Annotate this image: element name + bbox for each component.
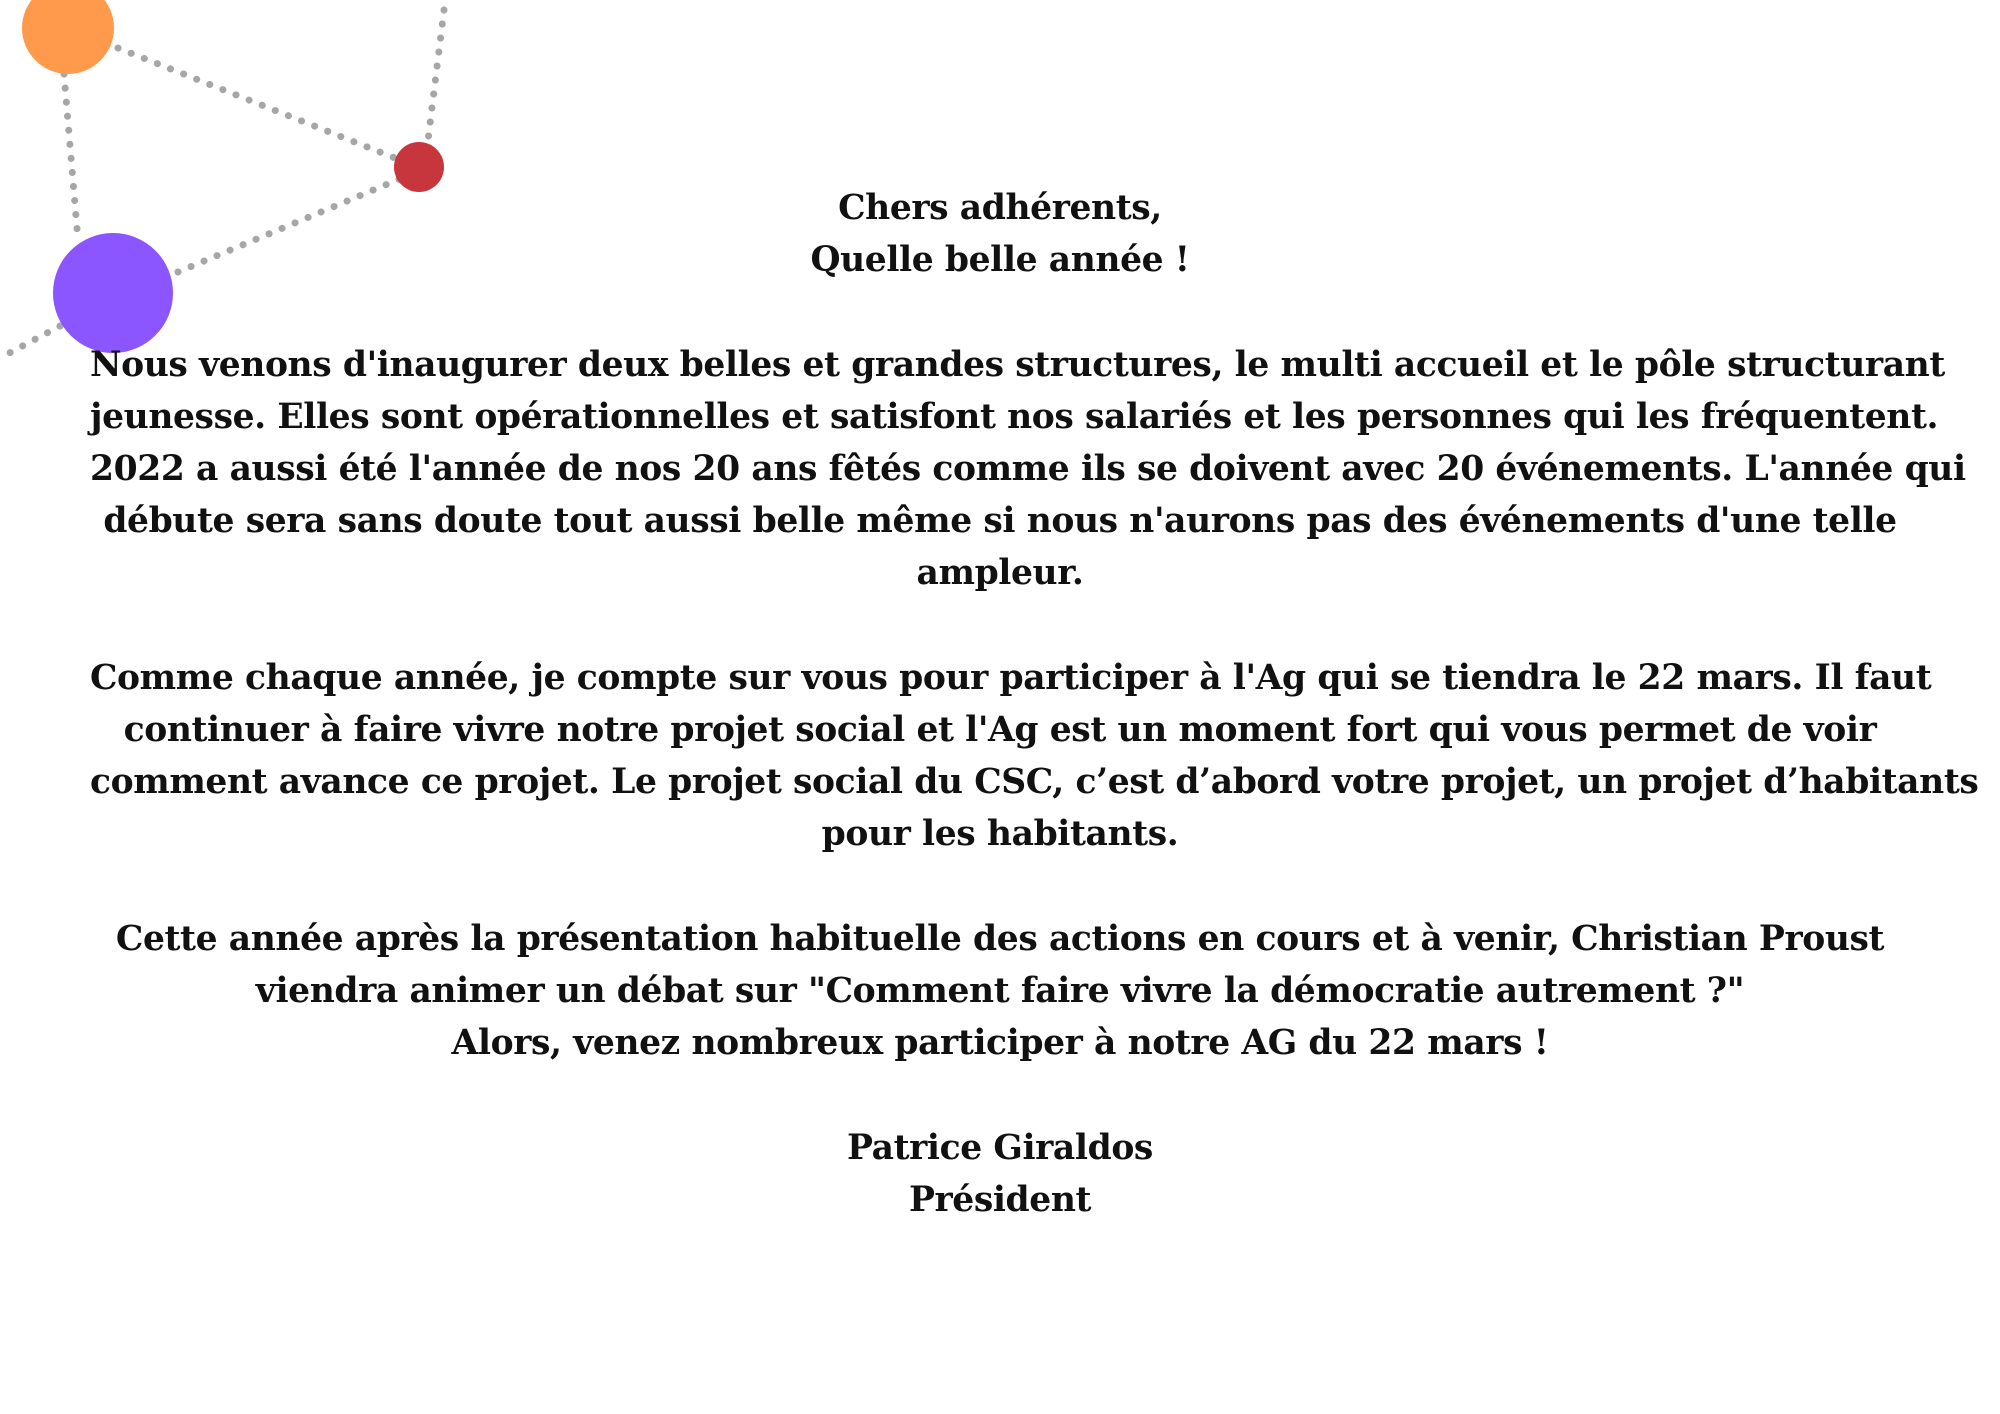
- dotted-line-top-red: [428, 10, 444, 140]
- paragraph-ag: [90, 652, 1979, 861]
- dotted-line-orange-red: [118, 48, 400, 160]
- signature-name: Patrice Giraldos: [847, 1127, 1153, 1168]
- text-line: Comme chaque année, je compte sur vous pour participer à l'Ag qui se tiendra le 22 mars. Il faut: [90, 657, 1932, 698]
- paragraph-inauguration: [90, 339, 1966, 600]
- letter-body: [90, 182, 1979, 1226]
- text-line: Nous venons d'inaugurer deux belles et grandes structures, le multi accueil et le pôle structurant: [90, 344, 1945, 385]
- text-line: viendra animer un débat sur "Comment faire vivre la démocratie autrement ?": [255, 971, 1745, 1011]
- exclamation: Quelle belle année !: [810, 240, 1190, 281]
- dotted-line-purple-left: [0, 326, 60, 358]
- paragraph-debate: [90, 913, 1910, 1070]
- text-line: Alors, venez nombreux participer à notre AG du 22 mars !: [451, 1023, 1549, 1064]
- signature-title: Président: [908, 1179, 1092, 1220]
- text-line: Cette année après la présentation habituelle des actions en cours et à venir, Christian Proust: [115, 918, 1885, 959]
- text-line: comment avance ce projet. Le projet social du CSC, c’est d’abord votre projet, un projet d’habitants: [90, 762, 1979, 803]
- orange-dot: [22, 0, 114, 74]
- text-line: continuer à faire vivre notre projet social et l'Ag est un moment fort qui vous permet de voir: [123, 710, 1877, 750]
- dotted-line-orange-purple: [64, 74, 78, 240]
- text-line: ampleur.: [916, 553, 1084, 594]
- text-line: jeunesse. Elles sont opérationnelles et satisfont nos salariés et les personnes qui les fréquentent.: [90, 396, 1939, 437]
- greeting: Chers adhérents,: [838, 188, 1162, 228]
- text-line: 2022 a aussi été l'année de nos 20 ans fêtés comme ils se doivent avec 20 événements. L'année qui: [90, 449, 1966, 489]
- text-line: débute sera sans doute tout aussi belle même si nous n'aurons pas des événements d'une telle: [103, 501, 1897, 542]
- text-line: pour les habitants.: [821, 814, 1179, 855]
